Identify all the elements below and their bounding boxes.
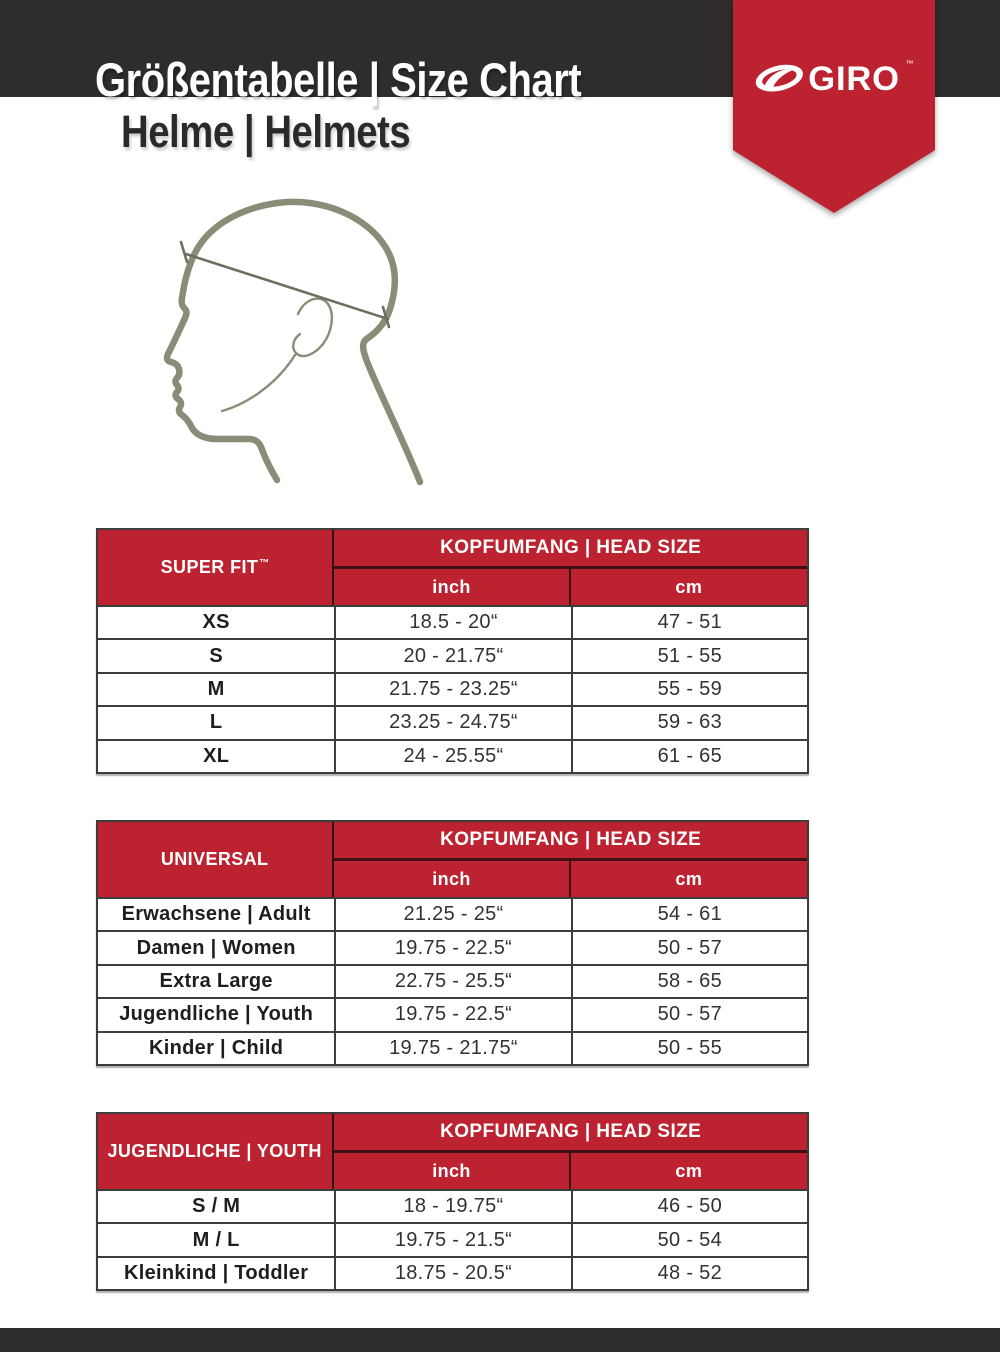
row-size-label: S / M — [192, 1195, 241, 1218]
row-size-label: XL — [203, 744, 230, 767]
row-inch-value: 18 - 19.75“ — [334, 1191, 570, 1222]
row-size-label: M — [207, 677, 225, 700]
row-size-label: XS — [202, 611, 230, 634]
row-inch-value: 18.75 - 20.5“ — [334, 1258, 570, 1289]
row-cm-value: 51 - 55 — [571, 640, 807, 671]
row-cm-value: 61 - 65 — [571, 741, 807, 772]
table-row — [98, 605, 807, 638]
row-inch-value: 19.75 - 22.5“ — [334, 999, 570, 1030]
table-row — [98, 638, 807, 671]
table-row — [98, 739, 807, 772]
row-cm-value: 59 - 63 — [571, 707, 807, 738]
row-inch-value: 18.5 - 20“ — [334, 607, 570, 638]
giro-logo-text: GIRO — [808, 60, 900, 99]
table-row — [98, 964, 807, 997]
table-body — [98, 897, 807, 1064]
row-cm-value: 48 - 52 — [571, 1258, 807, 1289]
group-label-cell — [98, 1114, 334, 1189]
row-size-label: M / L — [192, 1228, 240, 1251]
table-row — [98, 705, 807, 738]
group-label: JUGENDLICHE | YOUTH — [107, 1141, 322, 1161]
group-label-cell — [98, 530, 334, 605]
group-trademark: ™ — [259, 558, 270, 569]
head-size-header: KOPFUMFANG | HEAD SIZE — [334, 530, 807, 569]
table-header — [98, 530, 807, 605]
table-row — [98, 897, 807, 930]
table-row — [98, 1189, 807, 1222]
row-size-label: Erwachsene | Adult — [121, 903, 311, 926]
table-row — [98, 1031, 807, 1064]
table-body — [98, 1189, 807, 1289]
head-measurement-illustration — [125, 192, 485, 502]
col-header-cm: cm — [675, 1160, 703, 1181]
table-row — [98, 1222, 807, 1255]
table-row — [98, 930, 807, 963]
row-cm-value: 50 - 57 — [571, 999, 807, 1030]
row-inch-value: 23.25 - 24.75“ — [334, 707, 570, 738]
row-size-label: Kleinkind | Toddler — [124, 1261, 309, 1284]
col-header-cm: cm — [675, 868, 703, 889]
group-label-cell — [98, 822, 334, 897]
row-inch-value: 19.75 - 21.5“ — [334, 1224, 570, 1255]
table-row — [98, 997, 807, 1030]
row-size-label: L — [209, 711, 223, 734]
head-size-header: KOPFUMFANG | HEAD SIZE — [334, 822, 807, 861]
table-body — [98, 605, 807, 772]
row-size-label: Damen | Women — [136, 936, 296, 959]
row-inch-value: 19.75 - 21.75“ — [334, 1033, 570, 1064]
head-size-header: KOPFUMFANG | HEAD SIZE — [334, 1114, 807, 1153]
col-header-cm: cm — [675, 576, 703, 597]
table-row — [98, 1256, 807, 1289]
row-cm-value: 55 - 59 — [571, 674, 807, 705]
group-label: UNIVERSAL — [160, 849, 269, 869]
ribbon-banner — [733, 0, 935, 213]
row-size-label: S — [209, 644, 223, 667]
col-header-inch: inch — [334, 1153, 570, 1189]
table-row — [98, 672, 807, 705]
row-size-label: Kinder | Child — [149, 1036, 284, 1059]
table-header — [98, 822, 807, 897]
table-youth — [96, 1112, 809, 1291]
row-inch-value: 21.25 - 25“ — [334, 899, 570, 930]
row-cm-value: 46 - 50 — [571, 1191, 807, 1222]
col-header-inch: inch — [334, 861, 570, 897]
row-cm-value: 47 - 51 — [571, 607, 807, 638]
row-inch-value: 19.75 - 22.5“ — [334, 932, 570, 963]
row-cm-value: 50 - 57 — [571, 932, 807, 963]
row-cm-value: 50 - 55 — [571, 1033, 807, 1064]
row-inch-value: 21.75 - 23.25“ — [334, 674, 570, 705]
row-cm-value: 58 - 65 — [571, 966, 807, 997]
page-subtitle: Helme | Helmets — [121, 106, 411, 157]
row-cm-value: 54 - 61 — [571, 899, 807, 930]
table-header — [98, 1114, 807, 1189]
bottom-footer-bar — [0, 1328, 1000, 1352]
giro-trademark: ™ — [905, 59, 914, 69]
giro-logo-icon — [753, 54, 915, 99]
brand-ribbon — [733, 0, 935, 213]
row-inch-value: 20 - 21.75“ — [334, 640, 570, 671]
row-inch-value: 22.75 - 25.5“ — [334, 966, 570, 997]
col-header-inch: inch — [334, 569, 570, 605]
table-super-fit — [96, 528, 809, 774]
row-inch-value: 24 - 25.55“ — [334, 741, 570, 772]
group-label: SUPER FIT — [160, 557, 259, 577]
row-size-label: Jugendliche | Youth — [119, 1003, 314, 1026]
row-size-label: Extra Large — [159, 969, 273, 992]
page-title: Größentabelle | Size Chart — [95, 53, 582, 106]
table-universal — [96, 820, 809, 1066]
row-cm-value: 50 - 54 — [571, 1224, 807, 1255]
